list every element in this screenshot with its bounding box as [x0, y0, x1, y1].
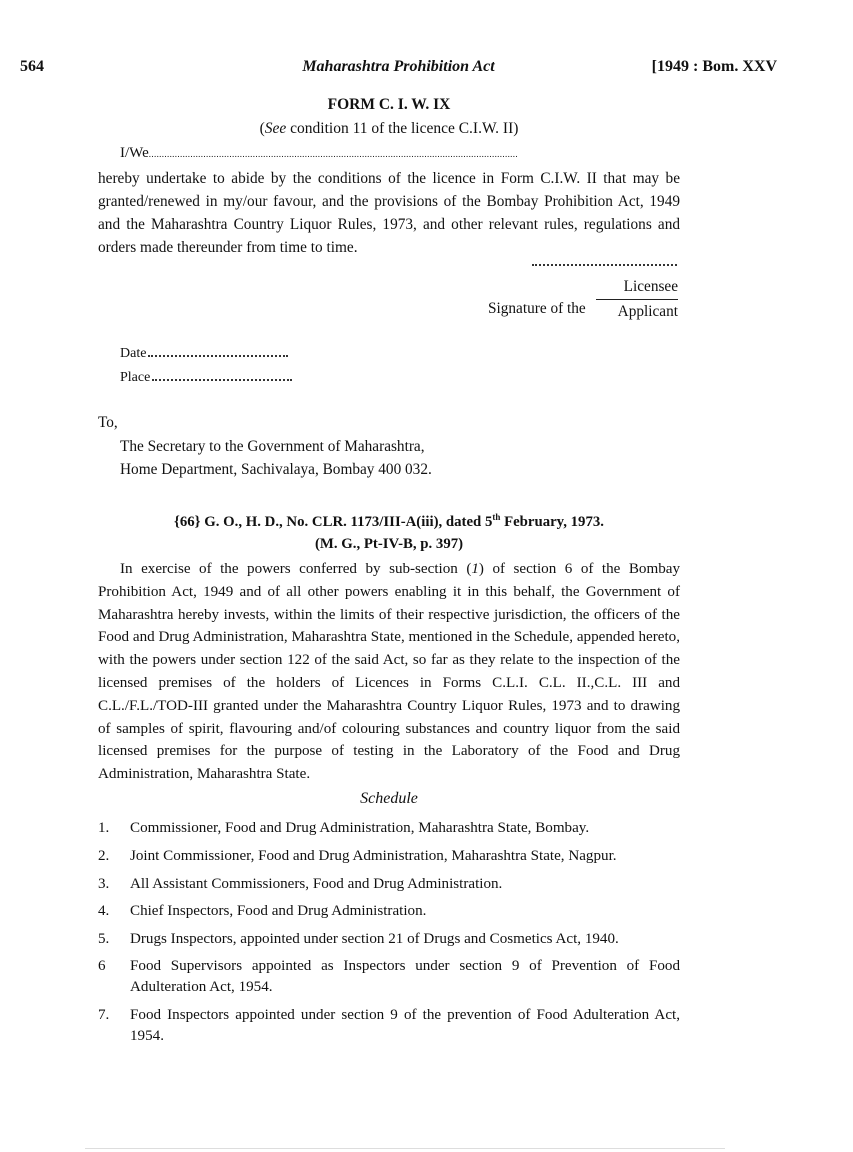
schedule-title: Schedule: [360, 790, 418, 807]
gazette-reference: (M. G., Pt-IV-B, p. 397): [314, 536, 464, 552]
date-line: [120, 346, 288, 362]
page-number: 564: [20, 58, 44, 75]
undertaking-paragraph: hereby undertake to abide by the conditions of the licence in Form C.I.W. II that may be granted/renewed in my/our favour, and the provisions of the Bombay Prohibition Act, 1949 and the Maharashtra Country Liquor Rules, 1973, and other relevant rules, regulations and orders made thereunder from time to time.: [98, 170, 680, 256]
place-dots: [152, 379, 292, 381]
signature-applicant: Applicant: [617, 303, 678, 320]
address-line-1: The Secretary to the Government of Maharashtra,: [120, 438, 425, 455]
running-title: Maharashtra Prohibition Act: [302, 58, 495, 75]
signature-dotted-line: [532, 256, 677, 266]
page-bottom-edge: [85, 1148, 725, 1149]
form-subtitle: (See condition 11 of the licence C.I.W. II): [259, 120, 519, 137]
iwe-dots: ..............................................................................................................................................: [148, 149, 518, 159]
schedule-item: 4. Chief Inspectors, Food and Drug Administration.: [98, 903, 427, 919]
schedule-item: 1. Commissioner, Food and Drug Administration, Maharashtra State, Bombay.: [98, 820, 590, 836]
iwe-label: I/We: [120, 145, 149, 161]
date-dots: [148, 355, 288, 357]
signature-block: [488, 278, 680, 328]
order-body-paragraph: In exercise of the powers conferred by sub-section (1) of section 6 of the Bombay Prohibition Act, 1949 and of all other powers enabling it in this behalf, the Government of Maharashtra hereby invests, within the limits of their respective jurisdiction, the officers of the Food and Drug Administration, Maharashtra State, mentioned in the Schedule, appended hereto, with the powers under section 122 of the said Act, so far as they relate to the inspection of the licensed premises of the holders of Licences in Forms C.L.I. C.L. II.,C.L. III and C.L./F.L./TOD-III granted under the Maharashtra Country Liquor Rules, 1973 and to drawing of samples of spirit, flavouring and/of colouring substances and country liquor from the said licensed premises for the purpose of testing in the Laboratory of the Food and Drug Administration, Maharashtra State.: [98, 561, 681, 783]
schedule-item: 7. Food Inspectors appointed under section 9 of the prevention of Food Adulteration Act, 1954.: [98, 1007, 680, 1044]
address-line-2: Home Department, Sachivalaya, Bombay 400 032.: [120, 461, 432, 478]
schedule-item: 2. Joint Commissioner, Food and Drug Administration, Maharashtra State, Nagpur.: [98, 848, 617, 864]
act-reference: [1949 : Bom. XXV: [651, 58, 777, 75]
signature-licensee: Licensee: [596, 278, 678, 300]
date-label: Date: [120, 346, 147, 361]
signature-label: Signature of the: [488, 300, 586, 317]
page-header: [20, 58, 777, 80]
see-word: See: [264, 120, 287, 137]
schedule-item: 6 Food Supervisors appointed as Inspectors under section 9 of Prevention of Food Adulteration Act, 1954.: [98, 958, 680, 995]
place-line: [120, 370, 292, 386]
schedule-item: 3. All Assistant Commissioners, Food and Drug Administration.: [98, 876, 503, 892]
form-title: FORM C. I. W. IX: [327, 96, 451, 113]
schedule-item: 5. Drugs Inspectors, appointed under section 21 of Drugs and Cosmetics Act, 1940.: [98, 931, 619, 947]
address-to: To,: [98, 414, 118, 431]
iwe-line: [120, 145, 518, 162]
place-label: Place: [120, 370, 151, 385]
signature-role: [596, 278, 678, 321]
government-order-heading: {66} G. O., H. D., No. CLR. 1173/III-A(iii), dated 5th February, 1973.: [174, 512, 604, 530]
